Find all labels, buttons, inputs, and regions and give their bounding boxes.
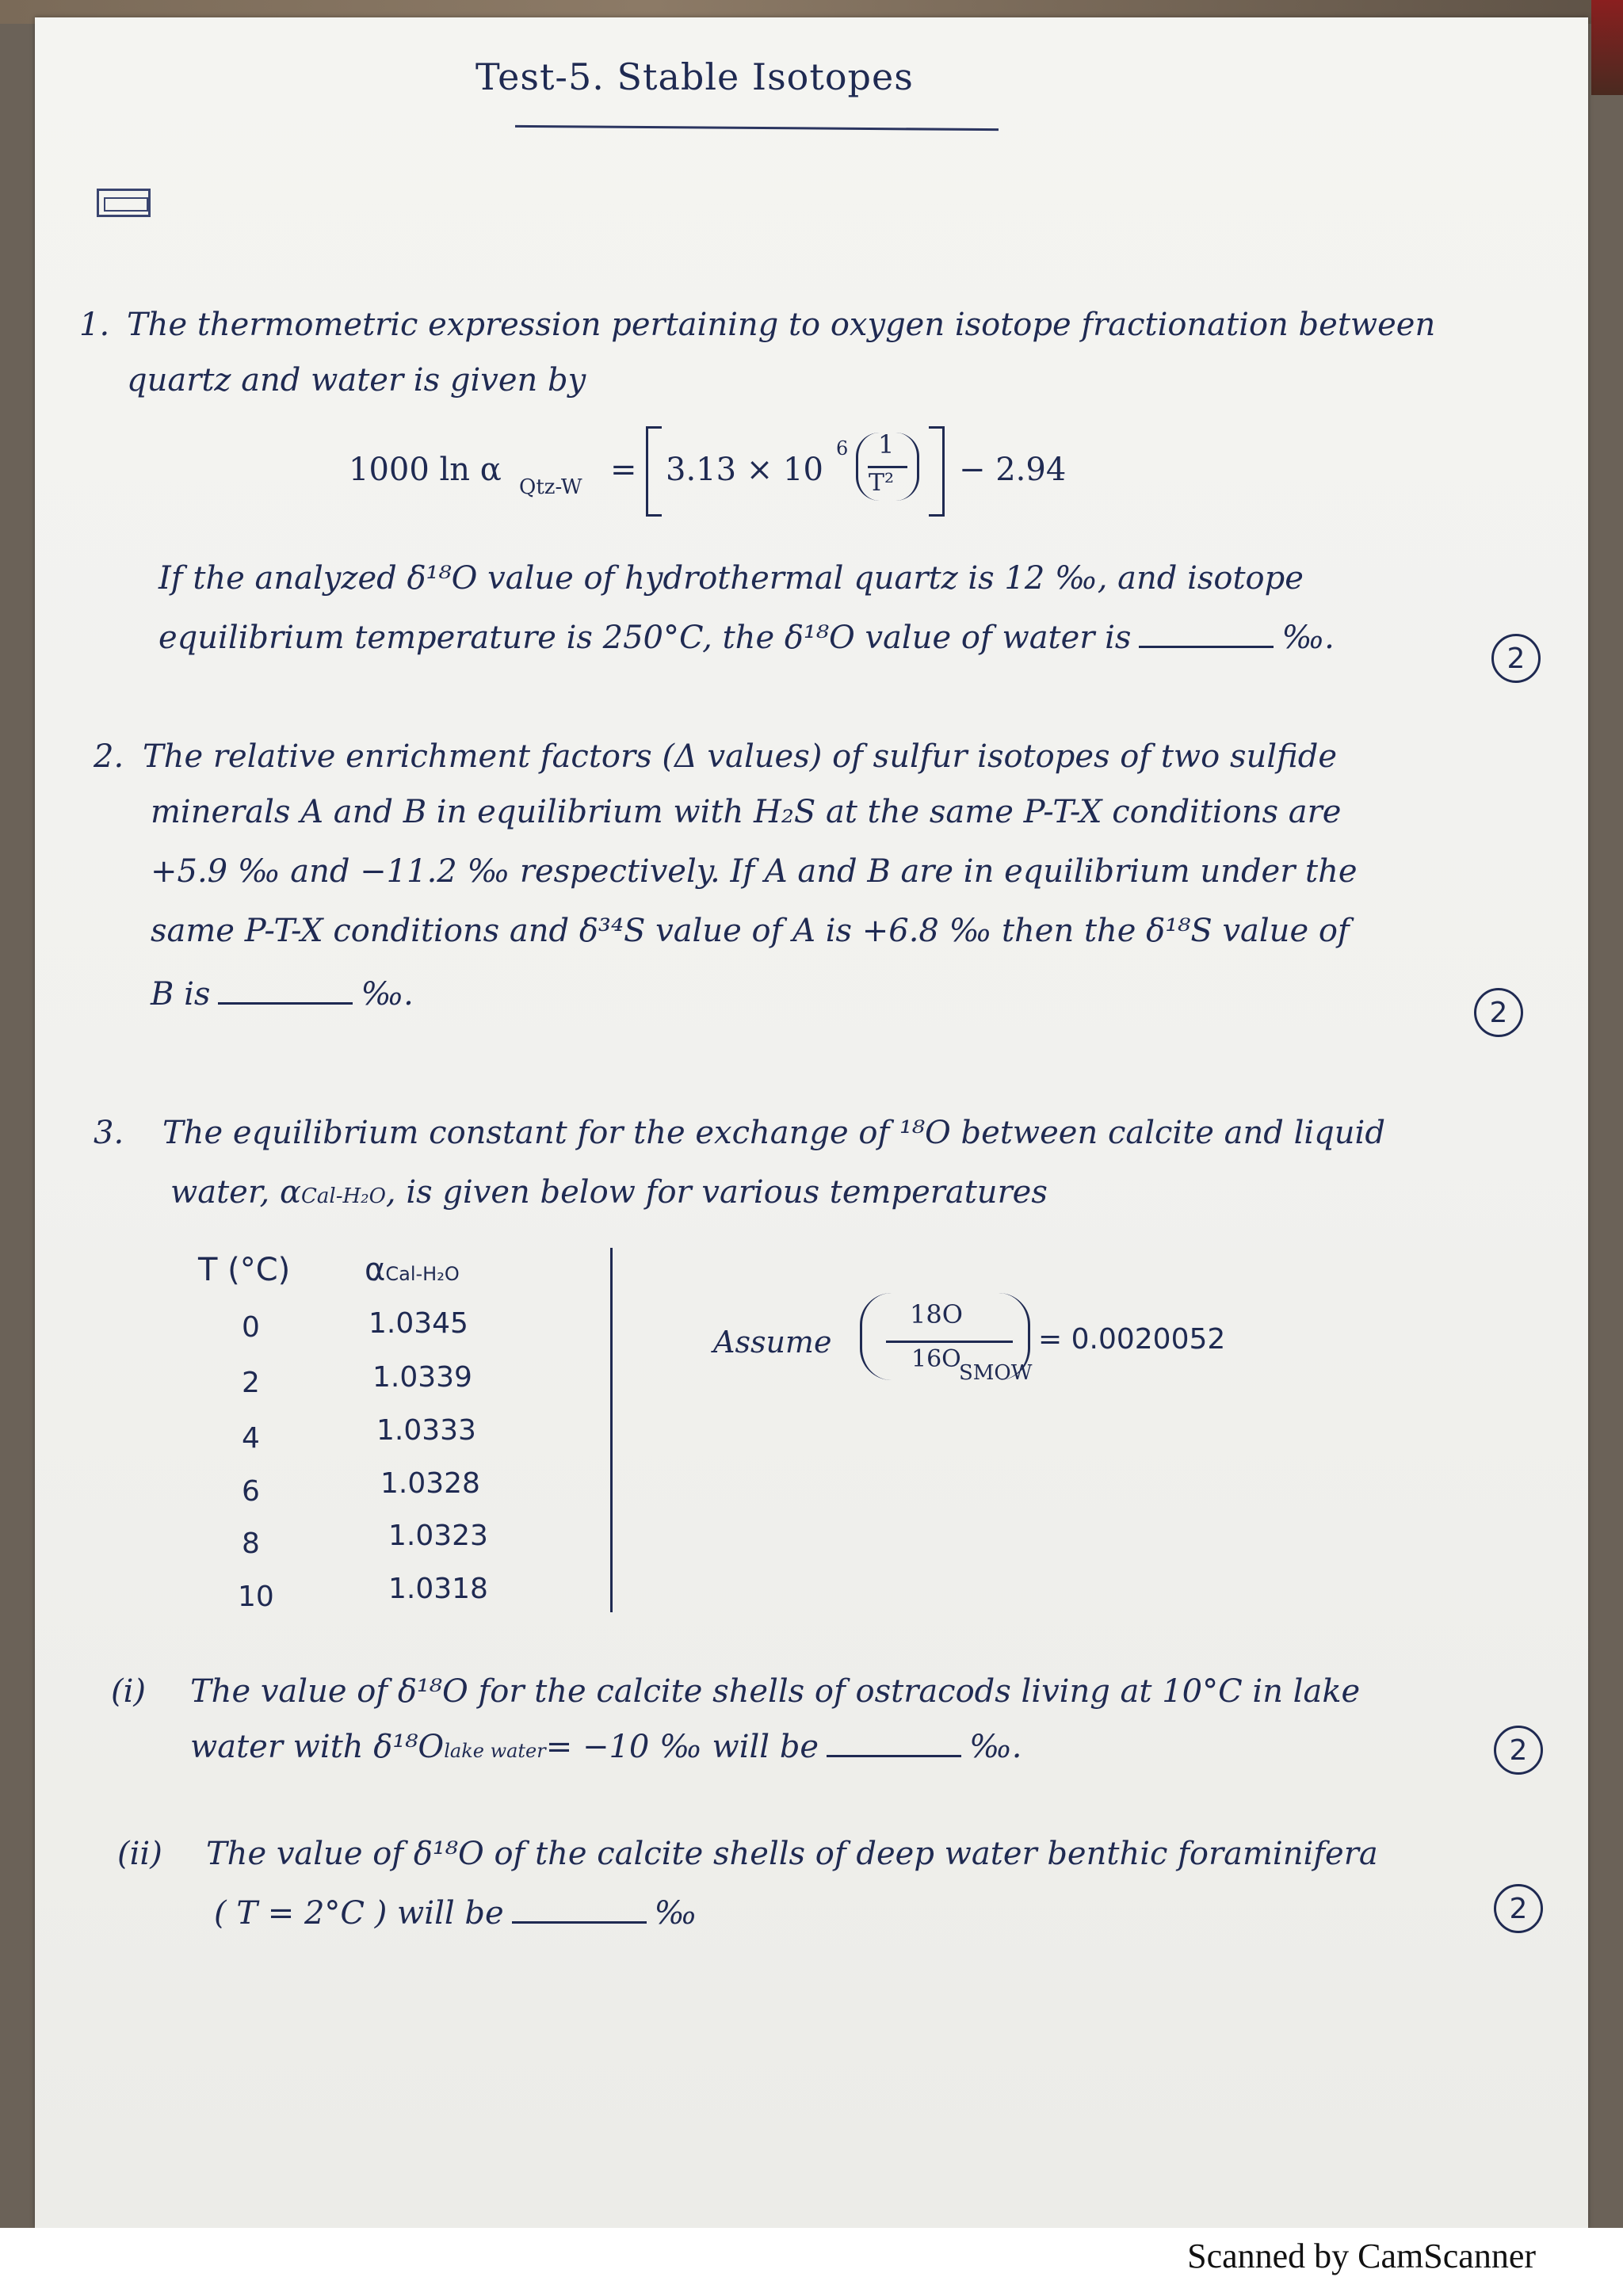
- table-row-5-t: 10: [238, 1581, 274, 1613]
- assume-label: Assume: [713, 1325, 832, 1360]
- q3-line2-tail: , is given below for various temperatures: [385, 1174, 1048, 1211]
- ratio-bar: [886, 1341, 1013, 1343]
- stamp-icon: [97, 189, 151, 217]
- q2-marks-badge: 2: [1474, 988, 1523, 1037]
- q1-line4: [158, 610, 1335, 666]
- q2-answer-blank[interactable]: [218, 1002, 353, 1005]
- formula-frac-numerator: 1: [878, 429, 895, 460]
- q3-part-ii-line1: The value of δ¹⁸O of the calcite shells of deep water benthic foraminifera: [206, 1836, 1378, 1872]
- q2-line4: same P-T-X conditions and δ³⁴S value of A is +6.8 ‰ then the δ¹⁸S value of: [151, 913, 1350, 949]
- q3-part-ii-answer-blank[interactable]: [512, 1921, 647, 1924]
- q3-part-ii-line2: [214, 1886, 697, 1941]
- q2-number: 2.: [94, 738, 124, 775]
- q3-part-i-subscript: lake water: [444, 1740, 546, 1762]
- q1-line2: quartz and water is given by: [127, 362, 586, 399]
- ratio-value: = 0.0020052: [1038, 1323, 1226, 1356]
- q3-line1: The equilibrium constant for the exchange of ¹⁸O between calcite and liquid: [162, 1115, 1385, 1151]
- ratio-numerator: 18O: [910, 1299, 963, 1329]
- q1-answer-blank[interactable]: [1139, 646, 1274, 648]
- q1-line4-unit: ‰.: [1281, 620, 1335, 656]
- table-row-5-alpha: 1.0318: [388, 1573, 488, 1605]
- q3-part-i-line2: [190, 1719, 1022, 1779]
- q3-line2: [170, 1165, 1048, 1224]
- formula-constant: − 2.94: [959, 452, 1067, 488]
- table-row-0-t: 0: [242, 1311, 260, 1344]
- page-title: Test-5. Stable Isotopes: [475, 55, 914, 98]
- table-row-1-t: 2: [242, 1367, 260, 1399]
- q2-line5-unit: ‰.: [361, 976, 414, 1013]
- q3-line2-subscript: Cal-H₂O: [301, 1184, 386, 1208]
- q2-line1: The relative enrichment factors (Δ values) of sulfur isotopes of two sulfide: [143, 738, 1337, 775]
- q2-line2: minerals A and B in equilibrium with H₂S at the same P-T-X conditions are: [151, 794, 1342, 830]
- formula-bracket-right: [929, 426, 945, 517]
- table-header-alpha-symbol: α: [365, 1252, 386, 1288]
- table-header-alpha-subscript: Cal-H₂O: [385, 1263, 460, 1285]
- q1-marks-badge: 2: [1491, 634, 1541, 683]
- formula-equals: =: [610, 452, 637, 488]
- q3-part-i-line2-unit: ‰.: [969, 1729, 1022, 1765]
- q1-line1: The thermometric expression pertaining to oxygen isotope fractionation between: [127, 307, 1436, 343]
- q3-part-i-line2-mid: = −10 ‰ will be: [545, 1729, 819, 1765]
- table-row-4-alpha: 1.0323: [388, 1520, 488, 1552]
- formula-exponent: 6: [836, 437, 849, 460]
- q3-part-i-answer-blank[interactable]: [827, 1755, 961, 1757]
- q3-part-ii-line2-unit: ‰: [654, 1895, 697, 1932]
- q3-line2-text: water, α: [170, 1174, 301, 1211]
- table-row-2-t: 4: [242, 1422, 260, 1455]
- q3-part-i-label: (i): [111, 1673, 147, 1710]
- formula-frac-denominator: T²: [869, 469, 895, 497]
- formula-lhs: 1000 ln α: [349, 452, 502, 488]
- q1-number: 1.: [79, 307, 110, 343]
- q2-line3: +5.9 ‰ and −11.2 ‰ respectively. If A and B are in equilibrium under the: [151, 853, 1358, 890]
- q3-part-i-line2-text: water with δ¹⁸O: [190, 1729, 445, 1765]
- formula-subscript: Qtz-W: [519, 475, 582, 499]
- q1-line4-text: equilibrium temperature is 250°C, the δ¹⁸O value of water is: [158, 620, 1132, 656]
- background-object: [1591, 0, 1623, 95]
- q3-part-ii-line2-text: ( T = 2°C ) will be: [214, 1895, 504, 1932]
- q2-line5-text: B is: [151, 976, 211, 1013]
- q3-part-ii-label: (ii): [117, 1836, 162, 1872]
- table-divider: [610, 1248, 613, 1612]
- formula-coefficient: 3.13 × 10: [666, 452, 823, 488]
- q3-part-ii-marks-badge: 2: [1494, 1884, 1543, 1933]
- table-row-4-t: 8: [242, 1527, 260, 1560]
- table-row-0-alpha: 1.0345: [369, 1307, 468, 1340]
- q3-part-i-marks-badge: 2: [1494, 1726, 1543, 1775]
- scanner-watermark: Scanned by CamScanner: [1187, 2237, 1536, 2275]
- ratio-subscript: SMOW: [959, 1361, 1033, 1385]
- table-header-temperature: T (°C): [198, 1252, 291, 1288]
- ratio-denominator: 16O: [911, 1345, 961, 1373]
- table-row-3-t: 6: [242, 1475, 260, 1508]
- q2-line5: [151, 967, 414, 1022]
- q1-line3: If the analyzed δ¹⁸O value of hydrothermal quartz is 12 ‰, and isotope: [158, 560, 1304, 597]
- table-header-alpha: [365, 1252, 460, 1288]
- formula-frac-bar: [868, 466, 907, 468]
- table-row-1-alpha: 1.0339: [372, 1361, 472, 1394]
- table-row-2-alpha: 1.0333: [376, 1414, 476, 1447]
- formula-bracket-left: [646, 426, 662, 517]
- q3-number: 3.: [94, 1115, 124, 1151]
- table-row-3-alpha: 1.0328: [380, 1467, 480, 1500]
- q3-part-i-line1: The value of δ¹⁸O for the calcite shells of ostracods living at 10°C in lake: [190, 1673, 1361, 1710]
